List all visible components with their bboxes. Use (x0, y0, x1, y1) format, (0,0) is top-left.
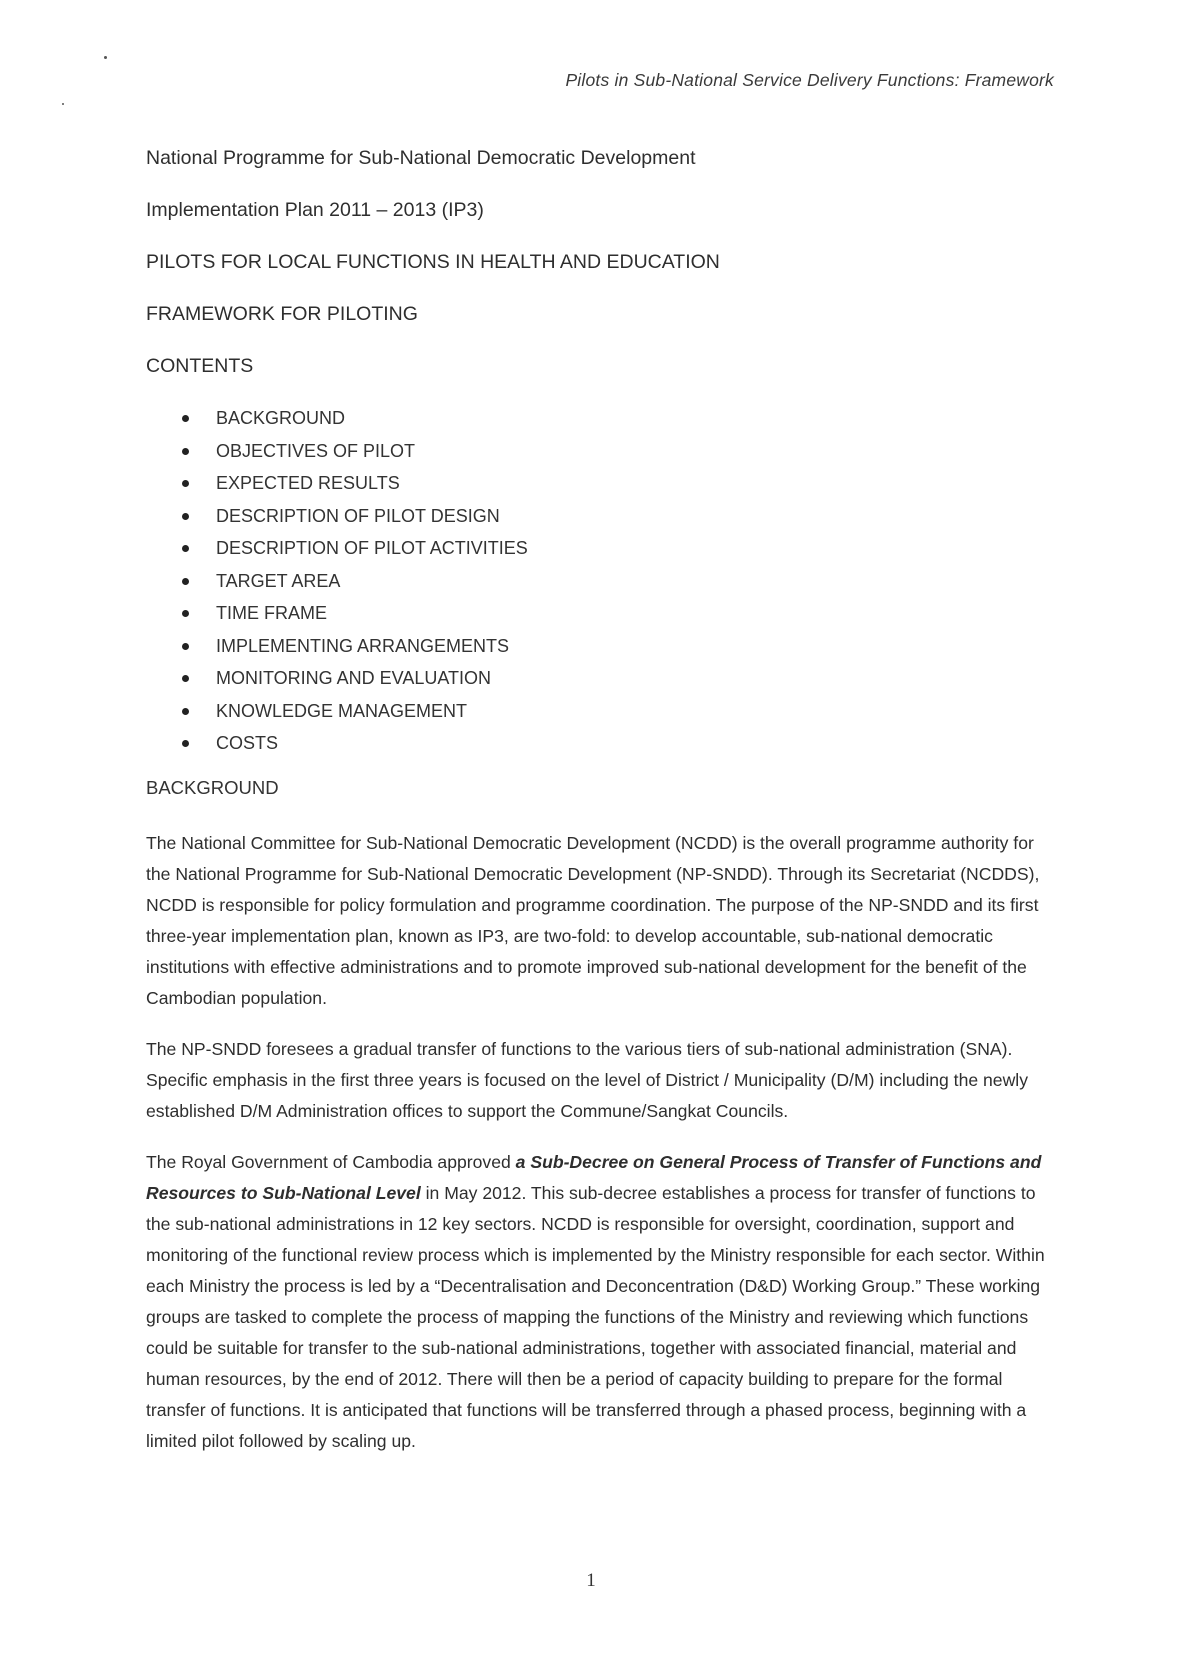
bullet-icon (182, 578, 189, 585)
background-paragraph-1: The National Committee for Sub-National Democratic Development (NCDD) is the overall programme authority for the National Programme for Sub-National Democratic Development (NP-SNDD). Through its Secretariat (NCDDS), NCDD is responsible for policy formulation and programme coordination. The purpose of the NP-SNDD and its first three-year implementation plan, known as IP3, are two-fold: to develop accountable, sub-national democratic institutions with effective administrations and to promote improved sub-national development for the benefit of the Cambodian population. (146, 832, 1040, 1008)
bullet-icon (182, 675, 189, 682)
sub-decree-title: a Sub-Decree on General Process of Transfer of Functions and Resources to Sub-National Level (146, 1151, 1042, 1203)
list-item: KNOWLEDGE MANAGEMENT (182, 695, 1046, 728)
list-item: MONITORING AND EVALUATION (182, 662, 1046, 695)
bullet-icon (182, 610, 189, 617)
programme-title: National Programme for Sub-National Democratic Development (146, 147, 696, 169)
list-item: DESCRIPTION OF PILOT DESIGN (182, 500, 1046, 533)
list-item: TIME FRAME (182, 597, 1046, 630)
page-number: 1 (586, 1570, 596, 1591)
bullet-icon (182, 448, 189, 455)
contents-list (146, 402, 1046, 760)
list-item: IMPLEMENTING ARRANGEMENTS (182, 630, 1046, 663)
bullet-icon (182, 415, 189, 422)
document-body (146, 146, 1046, 1477)
bullet-icon (182, 480, 189, 487)
contents-label: CONTENTS (146, 355, 254, 377)
bullet-icon (182, 545, 189, 552)
running-header: Pilots in Sub-National Service Delivery Functions: Framework (565, 70, 1054, 90)
list-item: COSTS (182, 727, 1046, 760)
list-item: TARGET AREA (182, 565, 1046, 598)
plan-title: Implementation Plan 2011 – 2013 (IP3) (146, 199, 484, 221)
bullet-icon (182, 643, 189, 650)
background-paragraph-3: The Royal Government of Cambodia approved a Sub-Decree on General Process of Transfer of Functions and Resources to Sub-National Level in May 2012. This sub-decree establishes a process for transfer of functions to the sub-national administrations in 12 key sectors. NCDD is responsible for oversight, coordination, support and monitoring of the functional review process which is implemented by the Ministry responsible for each sector. Within each Ministry the process is led by a “Decentralisation and Deconcentration (D&D) Working Group.” These working groups are tasked to complete the process of mapping the functions of the Ministry and reviewing which functions could be suitable for transfer to the sub-national administrations, together with associated financial, material and human resources, by the end of 2012. There will then be a period of capacity building to prepare for the formal transfer of functions. It is anticipated that functions will be transferred through a phased process, beginning with a limited pilot followed by scaling up. (146, 1151, 1045, 1451)
background-paragraph-2: The NP-SNDD foresees a gradual transfer of functions to the various tiers of sub-national administration (SNA). Specific emphasis in the first three years is focused on the level of District / Municipality (D/M) including the newly established D/M Administration offices to support the Commune/Sangkat Councils. (146, 1038, 1029, 1121)
bullet-icon (182, 708, 189, 715)
background-heading: BACKGROUND (146, 776, 279, 798)
list-item: BACKGROUND (182, 402, 1046, 435)
pilots-title: PILOTS FOR LOCAL FUNCTIONS IN HEALTH AND EDUCATION (146, 251, 720, 273)
list-item: EXPECTED RESULTS (182, 467, 1046, 500)
list-item: DESCRIPTION OF PILOT ACTIVITIES (182, 532, 1046, 565)
scan-speck (62, 103, 64, 105)
bullet-icon (182, 513, 189, 520)
scan-speck (104, 56, 107, 59)
list-item: OBJECTIVES OF PILOT (182, 435, 1046, 468)
bullet-icon (182, 740, 189, 747)
framework-title: FRAMEWORK FOR PILOTING (146, 303, 418, 325)
